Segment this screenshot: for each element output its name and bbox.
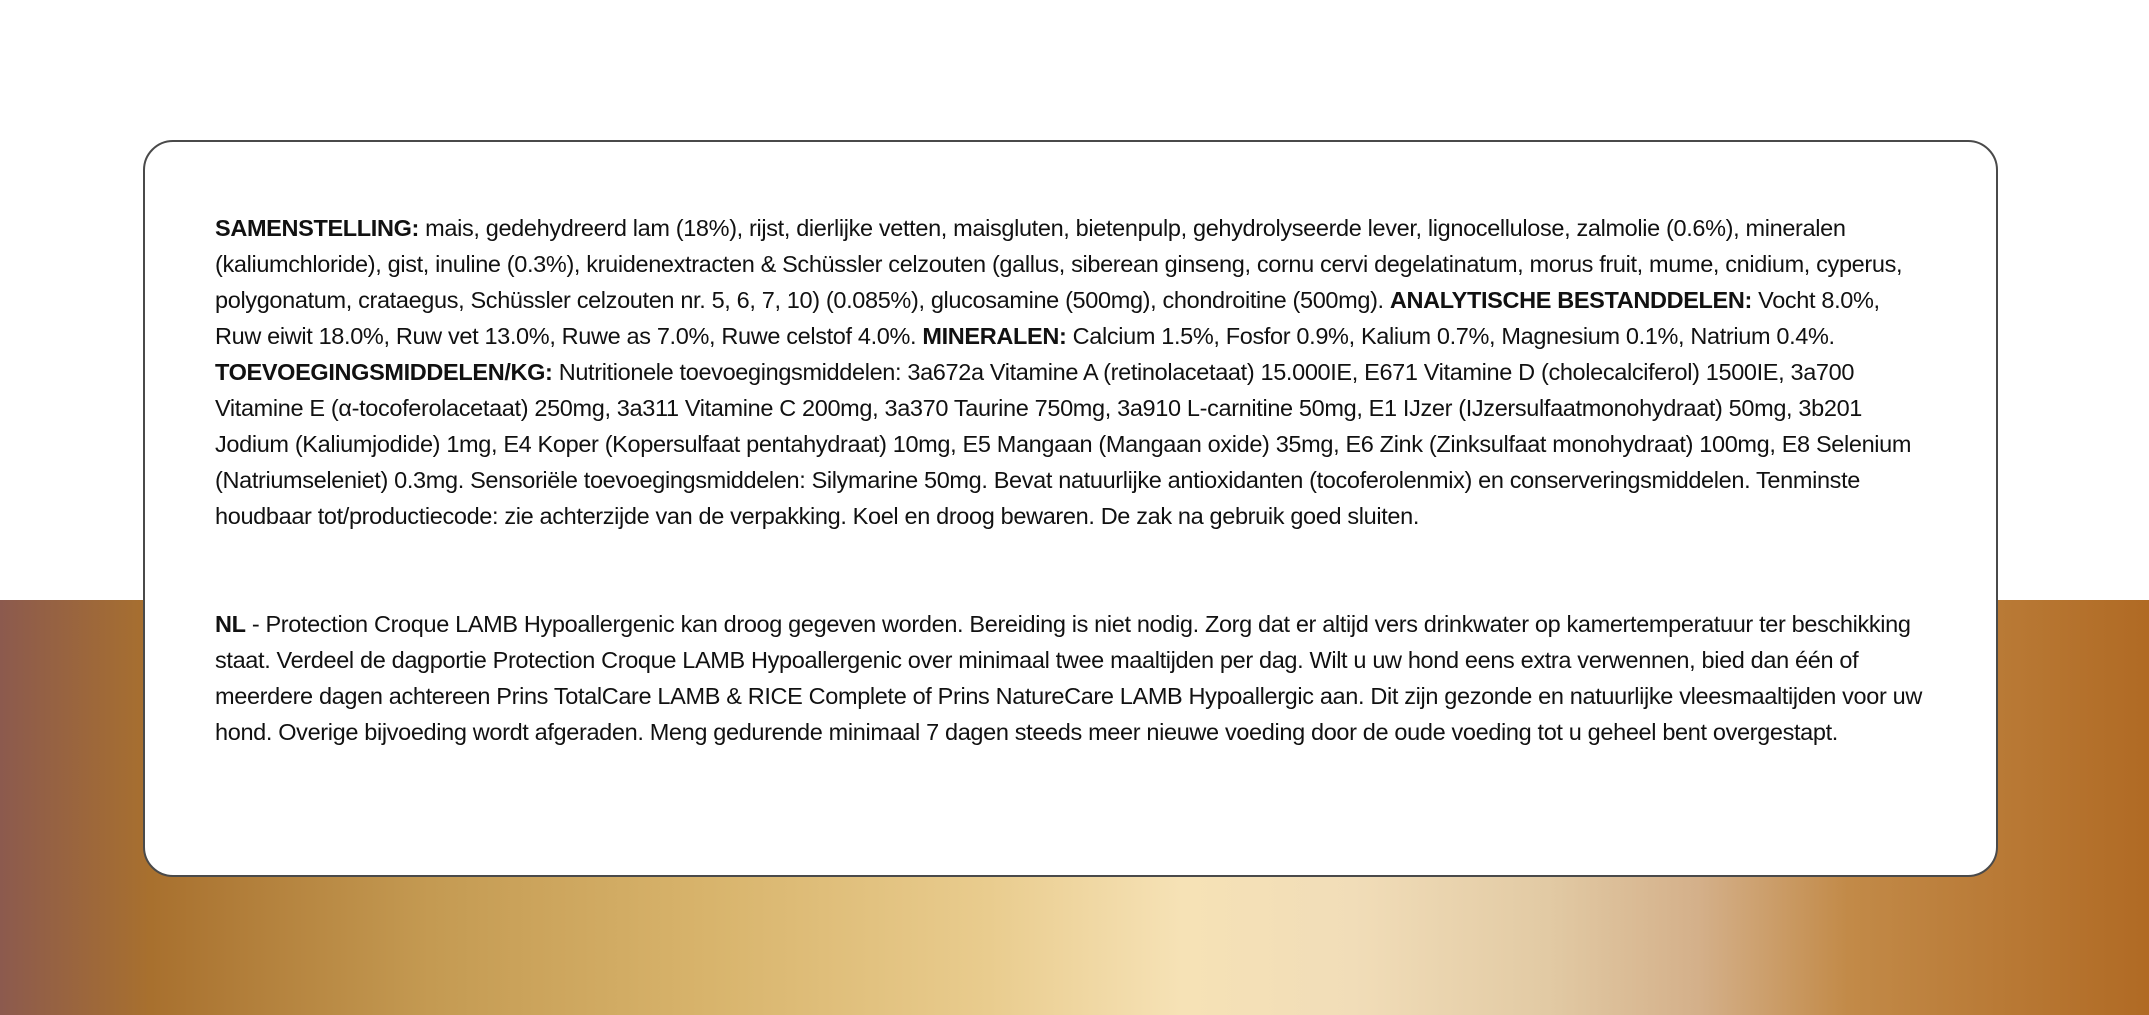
additives-text: Nutritionele toevoegingsmiddelen: 3a672a Vitamine A (retinolacetaat) 15.000IE, E671 Vitamine D (cholecalciferol) 1500IE, 3a700 Vitamine E (α-tocoferolacetaat) 250mg, 3a311 Vitamine C 200mg, 3a370 Taurine 750mg, 3a910 L-carnitine 50mg, E1 IJzer (IJzersulfaatmonohydraat) 50mg, 3b201 Jodium (Kaliumjodide) 1mg, E4 Koper (Kopersulfaat pentahydraat) 10mg, E5 Mangaan (Mangaan oxide) 35mg, E6 Zink (Zinksulfaat monohydraat) 100mg, E8 Selenium (Natriumseleniet) 0.3mg. Sensoriële toevoegingsmiddelen: Silymarine 50mg. Bevat natuurlijke antioxidanten (tocoferolenmix) en conserveringsmiddelen. Tenminste houdbaar tot/productiecode: zie achterzijde van de verpakking. Koel en droog bewaren. De zak na gebruik goed sluiten. [215, 359, 1912, 529]
feeding-instructions-text: - Protection Croque LAMB Hypoallergenic kan droog gegeven worden. Bereiding is niet nodig. Zorg dat er altijd vers drinkwater op kamertemperatuur ter beschikking staat. Verdeel de dagportie Protection Croque LAMB Hypoallergenic over minimaal twee maaltijden per dag. Wilt u uw hond eens extra verwennen, bied dan één of meerdere dagen achtereen Prins TotalCare LAMB & RICE Complete of Prins NatureCare LAMB Hypoallergic aan. Dit zijn gezonde en natuurlijke vleesmaaltijden voor uw hond. Overige bijvoeding wordt afgeraden. Meng gedurende minimaal 7 dagen steeds meer nieuwe voeding door de oude voeding tot u geheel bent overgestapt. [215, 611, 1922, 745]
minerals-heading: MINERALEN: [922, 323, 1067, 349]
additives-heading: TOEVOEGINGSMIDDELEN/KG: [215, 359, 553, 385]
label-text-panel [143, 140, 1998, 877]
language-code-heading: NL [215, 611, 246, 637]
composition-text: mais, gedehydreerd lam (18%), rijst, dierlijke vetten, maisgluten, bietenpulp, gehydrolyseerde lever, lignocellulose, zalmolie (0.6%), mineralen (kaliumchloride), gist, inuline (0.3%), kruidenextracten & Schüssler celzouten (gallus, siberean ginseng, cornu cervi degelatinatum, morus fruit, mume, cnidium, cyperus, polygonatum, crataegus, Schüssler celzouten nr. 5, 6, 7, 10) (0.085%), glucosamine (500mg), chondroitine (500mg). [215, 215, 1903, 313]
minerals-text: Calcium 1.5%, Fosfor 0.9%, Kalium 0.7%, Magnesium 0.1%, Natrium 0.4%. [1066, 323, 1835, 349]
analytical-text: Vocht 8.0%, Ruw eiwit 18.0%, Ruw vet 13.0%, Ruwe as 7.0%, Ruwe celstof 4.0%. [215, 287, 1880, 349]
feeding-instructions-paragraph [215, 606, 1926, 750]
composition-heading: SAMENSTELLING: [215, 215, 419, 241]
composition-paragraph [215, 210, 1926, 534]
analytical-heading: ANALYTISCHE BESTANDDELEN: [1389, 287, 1752, 313]
